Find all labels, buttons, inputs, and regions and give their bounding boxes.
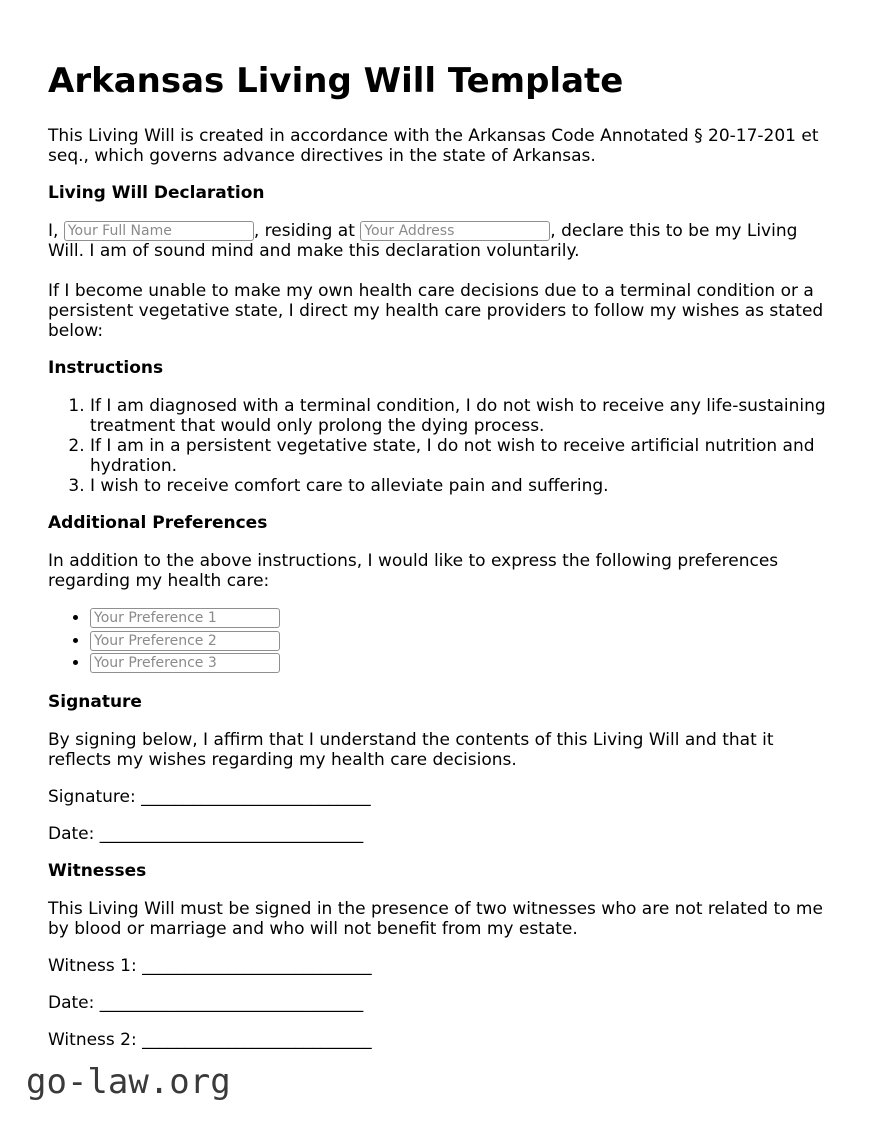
declaration-residing: , residing at — [253, 221, 361, 241]
signature-paragraph: By signing below, I affirm that I understand the contents of this Living Will and that it reflects my wishes regarding my health care decisions. — [48, 730, 774, 770]
declaration-paragraph — [48, 221, 828, 261]
preference-1-input[interactable] — [90, 608, 280, 628]
witnesses-heading: Witnesses — [48, 861, 147, 881]
signature-date-line: Date: _______________________________ — [48, 824, 364, 844]
intro-paragraph: This Living Will is created in accordance with the Arkansas Code Annotated § 20-17-201 et seq., which governs advance directives in the state of Arkansas. — [48, 126, 819, 166]
instructions-heading: Instructions — [48, 358, 164, 378]
full-name-input[interactable] — [64, 221, 254, 241]
signature-heading: Signature — [48, 692, 142, 712]
preference-item — [90, 631, 869, 654]
conditions-paragraph: If I become unable to make my own health care decisions due to a terminal condition or a persistent vegetative state, I direct my health care providers to follow my wishes as stated below: — [48, 281, 824, 341]
witness-1-line: Witness 1: ___________________________ — [48, 956, 372, 976]
instructions-list — [48, 396, 869, 496]
address-input[interactable] — [360, 221, 550, 241]
declaration-heading: Living Will Declaration — [48, 183, 265, 203]
preferences-list — [48, 608, 869, 676]
preference-3-input[interactable] — [90, 653, 280, 673]
page-title: Arkansas Living Will Template — [48, 61, 624, 101]
declaration-prefix: I, — [48, 221, 64, 241]
preferences-heading: Additional Preferences — [48, 513, 268, 533]
preference-item — [90, 653, 869, 676]
preference-2-input[interactable] — [90, 631, 280, 651]
witness-2-line: Witness 2: ___________________________ — [48, 1030, 372, 1050]
signature-line: Signature: ___________________________ — [48, 787, 371, 807]
preference-item — [90, 608, 869, 631]
witness-date-line: Date: _______________________________ — [48, 993, 364, 1013]
witnesses-paragraph: This Living Will must be signed in the presence of two witnesses who are not related to me by blood or marriage and who will not benefit from my estate. — [48, 899, 823, 939]
instruction-item: 2. If I am in a persistent vegetative state, I do not wish to receive artificial nutrition and hydration. — [90, 436, 869, 476]
instruction-item: 3. I wish to receive comfort care to alleviate pain and suffering. — [90, 476, 869, 496]
watermark-logo: go-law.org — [26, 1062, 231, 1102]
declaration-suffix: , declare this to be my Living Will. I am of sound mind and make this declaration voluntarily. — [48, 221, 798, 261]
preferences-paragraph: In addition to the above instructions, I would like to express the following preferences regarding my health care: — [48, 551, 779, 591]
instruction-item: 1. If I am diagnosed with a terminal condition, I do not wish to receive any life-sustaining treatment that would only prolong the dying process. — [90, 396, 869, 436]
